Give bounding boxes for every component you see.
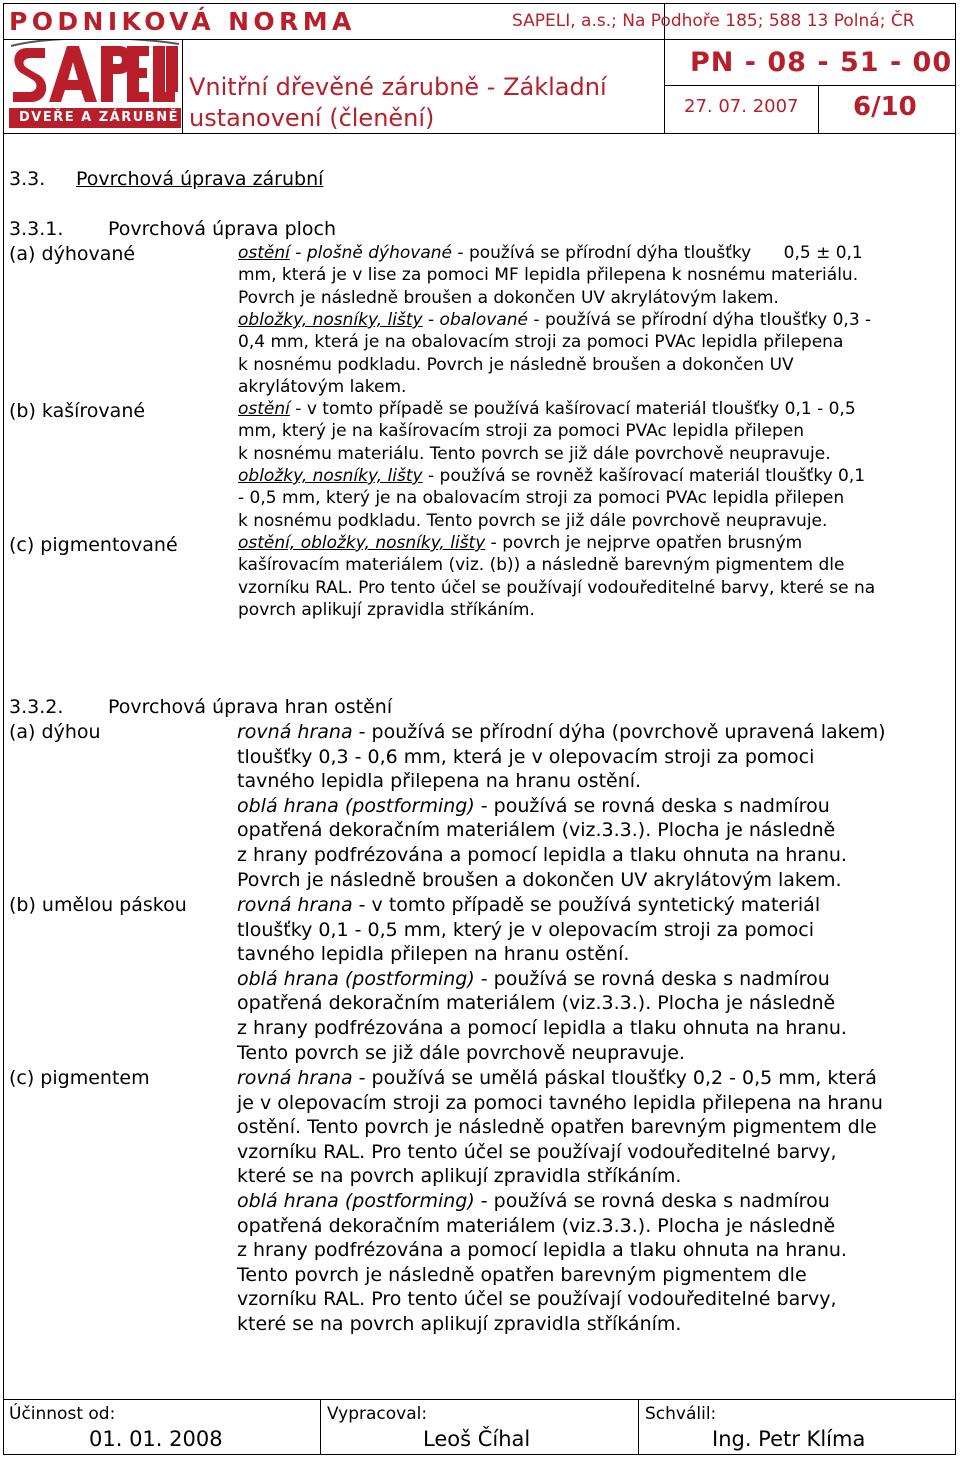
sep: - bbox=[422, 310, 440, 330]
text-line: vzorníku RAL. Pro tento účel se používají vodouředitelné barvy, které se na bbox=[238, 577, 876, 598]
item-label-a: (a) dýhované bbox=[9, 243, 136, 265]
paragraph-obložky-obalovane bbox=[238, 309, 948, 399]
paragraph-osteni-kasirovane bbox=[238, 398, 948, 465]
term-osteni: ostění bbox=[238, 399, 290, 419]
text-line: k nosnému materiálu. Tento povrch se již dále povrchově neupravuje. bbox=[238, 443, 831, 464]
text-line: je v olepovacím stroji za pomoci tavného lepidla přilepena na hranu bbox=[237, 1091, 883, 1114]
text: - používá se rovná deska s nadmírou bbox=[474, 1189, 830, 1212]
text-line: z hrany podfrézována a pomocí lepidla a tlaku ohnuta na hranu. bbox=[237, 843, 847, 866]
text-line: - 0,5 mm, který je na obalovacím stroji za pomoci PVAc lepidla přilepen bbox=[238, 488, 845, 509]
text: - používá se rovná deska s nadmírou bbox=[474, 794, 830, 817]
sep: - bbox=[289, 243, 307, 263]
text: - v tomto případě se používá kašírovací materiál tloušťky 0,1 - 0,5 bbox=[289, 399, 856, 419]
section-3-3-1-number: 3.3.1. bbox=[9, 218, 64, 240]
text: - používá se rovná deska s nadmírou bbox=[474, 967, 830, 990]
logo-tagline: DVEŘE A ZÁRUBNĚ bbox=[19, 110, 179, 125]
footer-author-value: Leoš Číhal bbox=[423, 1427, 531, 1451]
text-line: akrylátovým lakem. bbox=[238, 377, 407, 398]
text-line: mm, který je na kašírovacím stroji za pomoci PVAc lepidla přilepen bbox=[238, 421, 804, 442]
term-rovna-hrana: rovná hrana bbox=[237, 721, 353, 743]
paragraph-hrana-dyhou bbox=[237, 720, 952, 892]
text-line: povrch aplikují zpravidla stříkáním. bbox=[238, 600, 535, 621]
text: - používá se přírodní dýha tloušťky 0,3 - bbox=[528, 310, 872, 330]
term-obalovane: obalované bbox=[439, 310, 528, 330]
text: - používá se přírodní dýha (povrchově upravená lakem) bbox=[352, 721, 886, 743]
text-line: z hrany podfrézována a pomocí lepidla a tlaku ohnuta na hranu. bbox=[237, 1239, 847, 1262]
text-line: opatřená dekoračním materiálem (viz.3.3.). Plocha je následně bbox=[237, 992, 836, 1015]
term-oblozky: obložky, nosníky, lišty bbox=[238, 310, 423, 330]
paragraph-pigmentovane bbox=[238, 532, 948, 622]
term-osteni: ostění bbox=[238, 243, 290, 263]
header-number-divider bbox=[664, 85, 956, 86]
edge-label-a: (a) dýhou bbox=[9, 721, 101, 743]
footer-col-divider-1 bbox=[320, 1399, 321, 1455]
text-line: které se na povrch aplikují zpravidla stříkáním. bbox=[237, 1312, 682, 1335]
text-line: tavného lepidla přilepena na hranu ostění. bbox=[237, 770, 642, 793]
section-3-3-2-number: 3.3.2. bbox=[9, 696, 64, 718]
document-number: PN - 08 - 51 - 00 bbox=[690, 47, 953, 78]
text-line: opatřená dekoračním materiálem (viz.3.3.). Plocha je následně bbox=[237, 819, 836, 842]
text-line: tloušťky 0,1 - 0,5 mm, který je v olepovacím stroji za pomoci bbox=[237, 918, 814, 941]
header-page-divider bbox=[818, 85, 819, 133]
paragraph-oblozky-kasirovane bbox=[238, 465, 948, 532]
term-plosne-dyhovane: plošně dýhované bbox=[306, 243, 452, 263]
text: - povrch je nejprve opatřen brusným bbox=[485, 533, 803, 553]
text-line: kašírovacím materiálem (viz. (b)) a následně barevným pigmentem dle bbox=[238, 555, 845, 576]
text-line: ostění. Tento povrch je následně opatřen barevným pigmentem dle bbox=[237, 1116, 877, 1139]
text: - v tomto případě se používá syntetický materiál bbox=[352, 894, 821, 916]
paragraph-hrana-pigmentem bbox=[237, 1066, 952, 1337]
section-3-3-2-title: Povrchová úprava hran ostění bbox=[108, 696, 393, 718]
term-obla-hrana: oblá hrana (postforming) bbox=[237, 1189, 475, 1212]
term-obla-hrana: oblá hrana (postforming) bbox=[237, 794, 475, 817]
text-line: které se na povrch aplikují zpravidla stříkáním. bbox=[237, 1165, 682, 1188]
section-3-3-1-title: Povrchová úprava ploch bbox=[108, 218, 337, 240]
footer-col-divider-2 bbox=[638, 1399, 639, 1455]
footer-divider bbox=[3, 1399, 956, 1400]
item-label-c: (c) pigmentované bbox=[9, 534, 178, 556]
text-line: opatřená dekoračním materiálem (viz.3.3.). Plocha je následně bbox=[237, 1214, 836, 1237]
term-rovna-hrana: rovná hrana bbox=[237, 1067, 353, 1089]
company-address: SAPELI, a.s.; Na Podhoře 185; 588 13 Polná; ČR bbox=[512, 11, 915, 31]
edge-label-c: (c) pigmentem bbox=[9, 1067, 150, 1089]
text-line: Povrch je následně broušen a dokončen UV akrylátovým lakem. bbox=[237, 868, 842, 891]
paragraph-ostění-dyhovane bbox=[238, 242, 948, 309]
text-line: tavného lepidla přilepen na hranu ostění. bbox=[237, 943, 630, 966]
footer-approved-value: Ing. Petr Klíma bbox=[712, 1427, 866, 1451]
section-3-3-number: 3.3. bbox=[9, 168, 46, 190]
term-obla-hrana: oblá hrana (postforming) bbox=[237, 967, 475, 990]
footer-author-label: Vypracoval: bbox=[327, 1404, 428, 1424]
item-label-b: (b) kašírované bbox=[9, 400, 146, 422]
footer-approved-label: Schválil: bbox=[645, 1404, 717, 1424]
document-date: 27. 07. 2007 bbox=[684, 96, 799, 117]
section-3-3-title: Povrchová úprava zárubní bbox=[76, 168, 324, 190]
edge-label-b: (b) umělou páskou bbox=[9, 894, 187, 916]
text-line: k nosnému podkladu. Tento povrch se již dále povrchově neupravuje. bbox=[238, 510, 828, 531]
document-type: PODNIKOVÁ NORMA bbox=[9, 7, 356, 36]
sapeli-logo bbox=[9, 40, 181, 130]
text: - používá se rovněž kašírovací materiál tloušťky 0,1 bbox=[422, 466, 866, 486]
text-line: Tento povrch se již dále povrchově neupravuje. bbox=[237, 1041, 685, 1064]
text-line: vzorníku RAL. Pro tento účel se používají vodouředitelné barvy, bbox=[237, 1140, 837, 1163]
page-number: 6/10 bbox=[853, 92, 917, 122]
text-line: z hrany podfrézována a pomocí lepidla a tlaku ohnuta na hranu. bbox=[237, 1016, 847, 1039]
term-rovna-hrana: rovná hrana bbox=[237, 894, 353, 916]
paragraph-hrana-paskou bbox=[237, 893, 952, 1065]
text-line: vzorníku RAL. Pro tento účel se používají vodouředitelné barvy, bbox=[237, 1288, 837, 1311]
text-line: Tento povrch je následně opatřen barevným pigmentem dle bbox=[237, 1263, 807, 1286]
text-line: Povrch je následně broušen a dokončen UV akrylátovým lakem. bbox=[238, 287, 779, 308]
header-logo-divider bbox=[182, 39, 183, 133]
text: - používá se umělá páskal tloušťky 0,2 - 0,5 mm, která bbox=[352, 1067, 877, 1089]
document-title: Vnitřní dřevěné zárubně - Základní ustanovení (členění) bbox=[189, 73, 607, 132]
footer-effective-label: Účinnost od: bbox=[9, 1404, 116, 1424]
text-line: mm, která je v lise za pomoci MF lepidla přilepena k nosnému materiálu. bbox=[238, 265, 859, 286]
header-top-right-divider bbox=[664, 39, 956, 40]
text-line: k nosnému podkladu. Povrch je následně broušen a dokončen UV bbox=[238, 354, 794, 375]
term-osteni-oblozky: ostění, obložky, nosníky, lišty bbox=[238, 533, 486, 553]
text: - používá se přírodní dýha tloušťky 0,5 ± 0,1 bbox=[452, 243, 863, 263]
text-line: 0,4 mm, která je na obalovacím stroji za pomoci PVAc lepidla přilepena bbox=[238, 332, 844, 353]
term-oblozky: obložky, nosníky, lišty bbox=[238, 466, 423, 486]
text-line: tloušťky 0,3 - 0,6 mm, která je v olepovacím stroji za pomoci bbox=[237, 745, 815, 768]
footer-effective-value: 01. 01. 2008 bbox=[89, 1427, 223, 1451]
